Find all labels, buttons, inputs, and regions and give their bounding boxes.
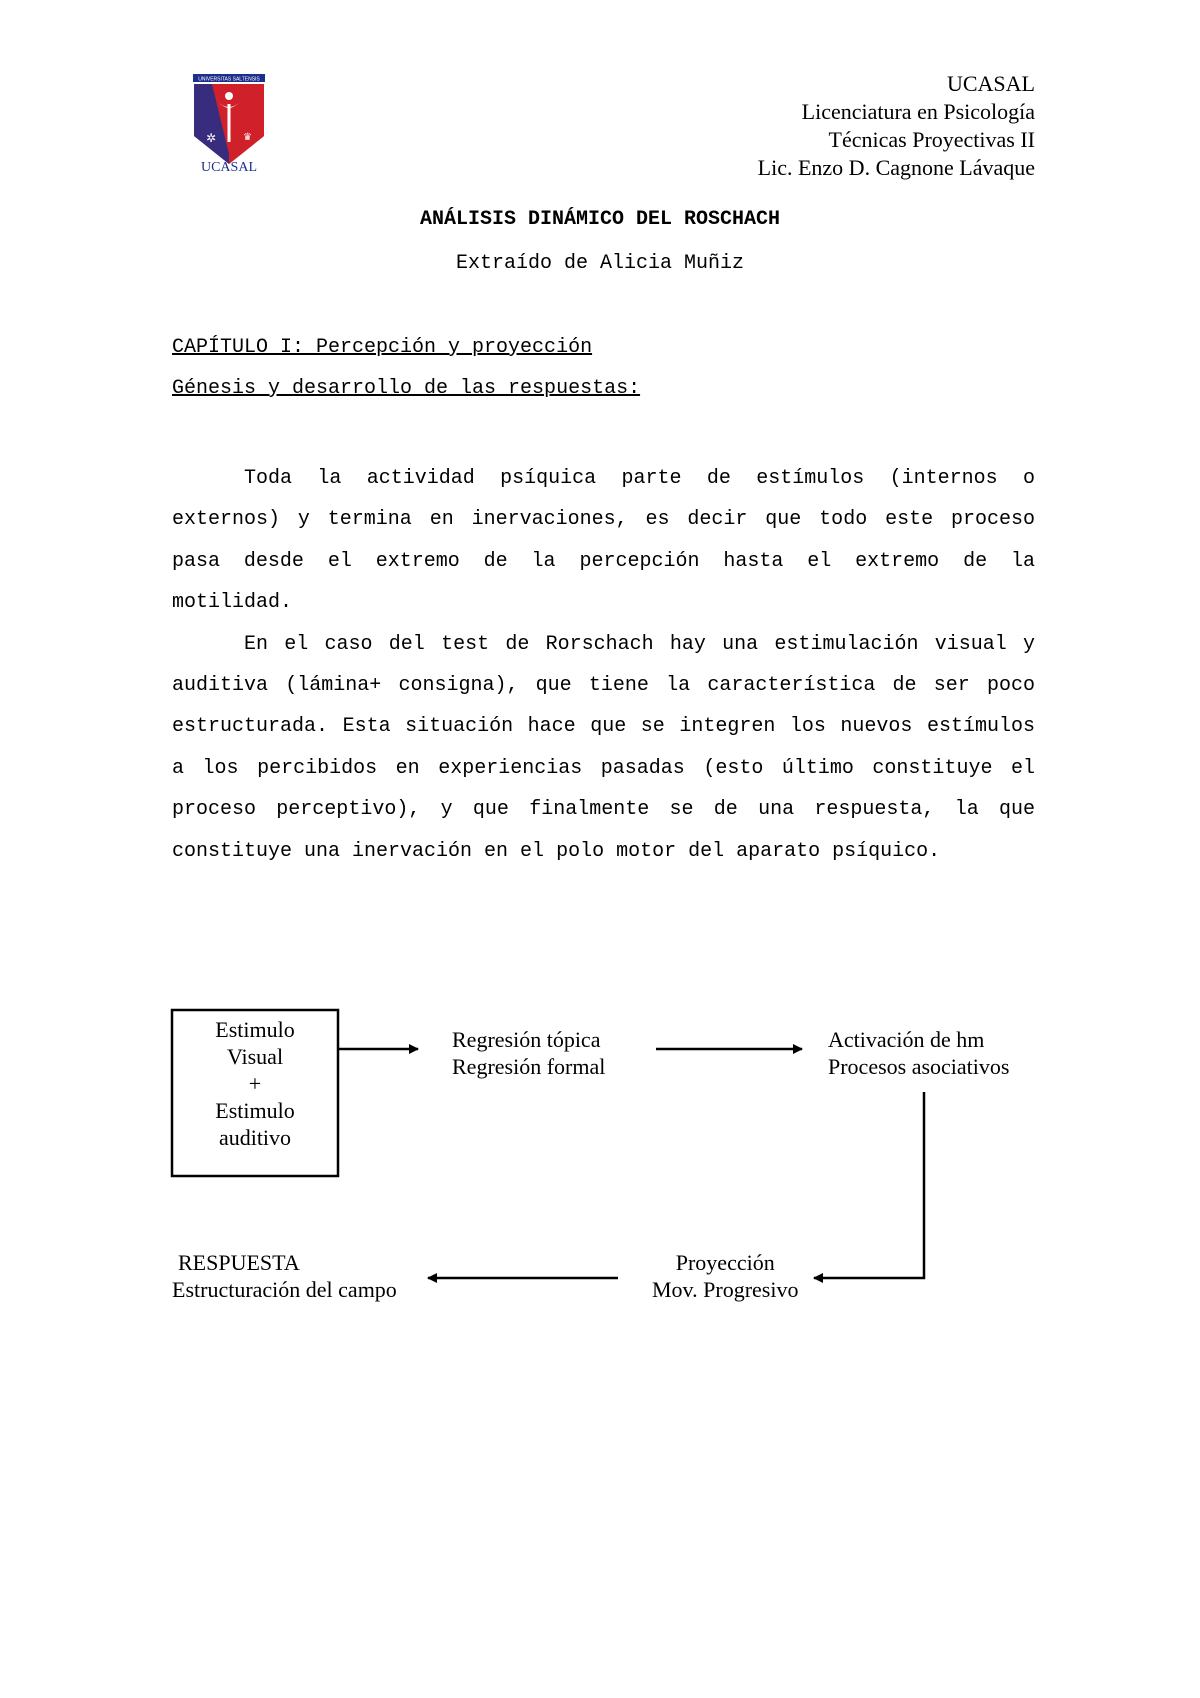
- paragraph-1: Toda la actividad psíquica parte de estímulos (internos o externos) y termina en inervaciones, es decir que todo este proceso pasa desde el extremo de la percepción hasta el extremo de la motilidad.: [172, 467, 1035, 615]
- logo-column: [228, 104, 231, 142]
- regresion-node: [452, 1026, 605, 1080]
- estructuracion-label: Estructuración del campo: [172, 1277, 397, 1302]
- stimulus-line-5: auditivo: [218, 1125, 292, 1150]
- logo-banner-text: UNIVERSITAS SALTENSIS: [198, 76, 260, 83]
- stimulus-line-1: Estimulo: [215, 1017, 295, 1042]
- logo-star-icon: ✲: [206, 131, 217, 145]
- stimulus-line-2: Visual: [226, 1044, 284, 1069]
- ucasal-shield-logo-icon: [192, 74, 266, 172]
- procesos-asociativos-label: Procesos asociativos: [828, 1054, 1010, 1079]
- header-professor: Lic. Enzo D. Cagnone Lávaque: [757, 155, 1035, 180]
- stimulus-line-3: +: [248, 1071, 262, 1096]
- paragraph-2: En el caso del test de Rorschach hay una estimulación visual y auditiva (lámina+ consigna), que tiene la característica de ser poco estructurada. Esta situación hace que se integren los nuevos estímulos a los percibidos en experiencias pasadas (esto último constituye el proceso perceptivo), y que finalmente se de una respuesta, la que constituye una inervación en el polo motor del aparato psíquico.: [172, 632, 1035, 863]
- logo-text: UCASAL: [200, 160, 258, 172]
- document-header: [615, 70, 1035, 182]
- mov-progresivo-label: Mov. Progresivo: [652, 1277, 799, 1302]
- respuesta-label: RESPUESTA: [178, 1250, 300, 1275]
- body-text: [172, 458, 1035, 872]
- header-course: Técnicas Proyectivas II: [828, 127, 1035, 152]
- proyeccion-label: Proyección: [675, 1250, 775, 1275]
- section-heading: Génesis y desarrollo de las respuestas:: [172, 377, 641, 400]
- stimulus-line-4: Estimulo: [215, 1098, 295, 1123]
- logo-crown-icon: ♛: [243, 132, 252, 143]
- regresion-formal-label: Regresión formal: [452, 1054, 606, 1079]
- activacion-node: [828, 1026, 1009, 1080]
- document-title: ANÁLISIS DINÁMICO DEL ROSCHACH: [419, 208, 781, 231]
- header-degree: Licenciatura en Psicología: [801, 99, 1035, 124]
- logo-dove-head: [225, 92, 233, 100]
- document-subtitle: Extraído de Alicia Muñiz: [455, 252, 745, 275]
- respuesta-node: [172, 1249, 397, 1303]
- proyeccion-node: [652, 1249, 798, 1303]
- chapter-heading: CAPÍTULO I: Percepción y proyección: [172, 336, 593, 359]
- header-institution: UCASAL: [946, 71, 1035, 96]
- regresion-topica-label: Regresión tópica: [452, 1027, 601, 1052]
- stimulus-box-label: [172, 1016, 338, 1151]
- arrow-activacion-to-proyeccion: [814, 1092, 924, 1278]
- activacion-hm-label: Activación de hm: [828, 1027, 985, 1052]
